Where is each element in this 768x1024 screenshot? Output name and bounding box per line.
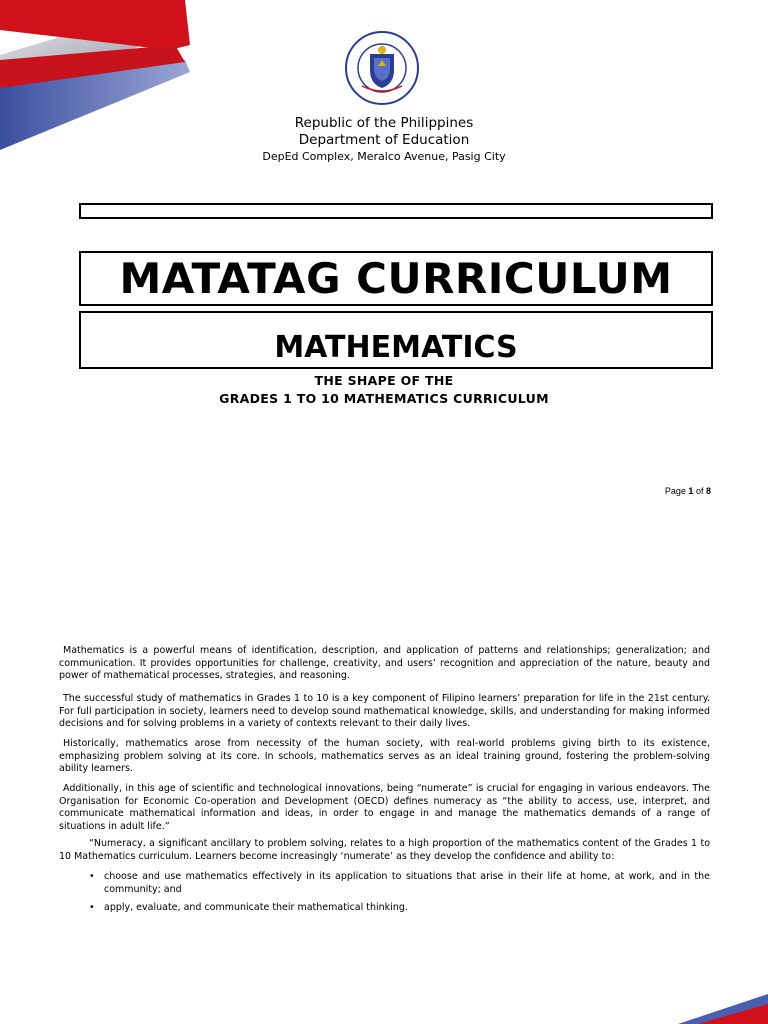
title-box <box>79 251 713 306</box>
bullet-list <box>89 871 710 921</box>
header-rule-box <box>79 203 713 219</box>
paragraph-numeracy-quote: “Numeracy, a significant ancillary to problem solving, relates to a high proportion of the mathematics content of the Grades 1 to 10 Mathematics curriculum. Learners become increasingly ‘numerate’ as they develop the confidence and ability to: <box>59 838 710 862</box>
page-number <box>640 486 711 496</box>
paragraph-numeracy: Additionally, in this age of scientific and technological innovations, being “numerate” is crucial for engaging in various endeavors. The Organisation for Economic Co-operation and Development (OECD) defines numeracy as “the ability to access, use, interpret, and communicate mathematical information and ideas, in order to engage in and manage the mathematics demands of a range of situations in adult life.” <box>59 783 710 832</box>
header-department: Department of Education <box>298 132 470 148</box>
subject-box <box>79 311 713 369</box>
header-republic: Republic of the Philippines <box>294 115 474 131</box>
document-title: MATATAG CURRICULUM <box>119 254 673 303</box>
list-item: • apply, evaluate, and communicate their mathematical thinking. <box>89 902 710 915</box>
page-of: of <box>695 486 704 496</box>
paragraph-study: The successful study of mathematics in Grades 1 to 10 is a key component of Filipino learners’ preparation for life in the 21st century. For full participation in society, learners need to develop sound mathematical knowledge, skills, and understanding for making informed decisions and for solving problems in a variety of contexts relevant to their daily lives. <box>59 693 710 729</box>
corner-decoration-bottom-right <box>638 984 768 1024</box>
paragraph-intro: Mathematics is a powerful means of identification, description, and application of patterns and relationships; generalization; and communication. It provides opportunities for challenge, creativity, and users’ recognition and appreciation of the nature, beauty and power of mathematical processes, strategies, and reasoning. <box>59 645 710 681</box>
caption-line-2: GRADES 1 TO 10 MATHEMATICS CURRICULUM <box>219 391 549 406</box>
page-prefix: Page <box>664 486 686 496</box>
paragraph-history: Historically, mathematics arose from necessity of the human society, with real-world problems giving birth to its existence, emphasizing problem solving at its core. In schools, mathematics serves as an ideal training ground, fostering the problem-solving ability learners. <box>59 738 710 774</box>
deped-seal-icon <box>344 30 420 106</box>
page-current: 1 <box>688 486 694 496</box>
caption-line-1: THE SHAPE OF THE <box>314 373 454 388</box>
header-address: DepEd Complex, Meralco Avenue, Pasig City <box>262 150 506 163</box>
subject-title: MATHEMATICS <box>274 330 518 365</box>
list-item: • choose and use mathematics effectively in its application to situations that arise in their life at home, at work, and in the community; and <box>89 871 710 896</box>
page-total: 8 <box>705 486 711 496</box>
